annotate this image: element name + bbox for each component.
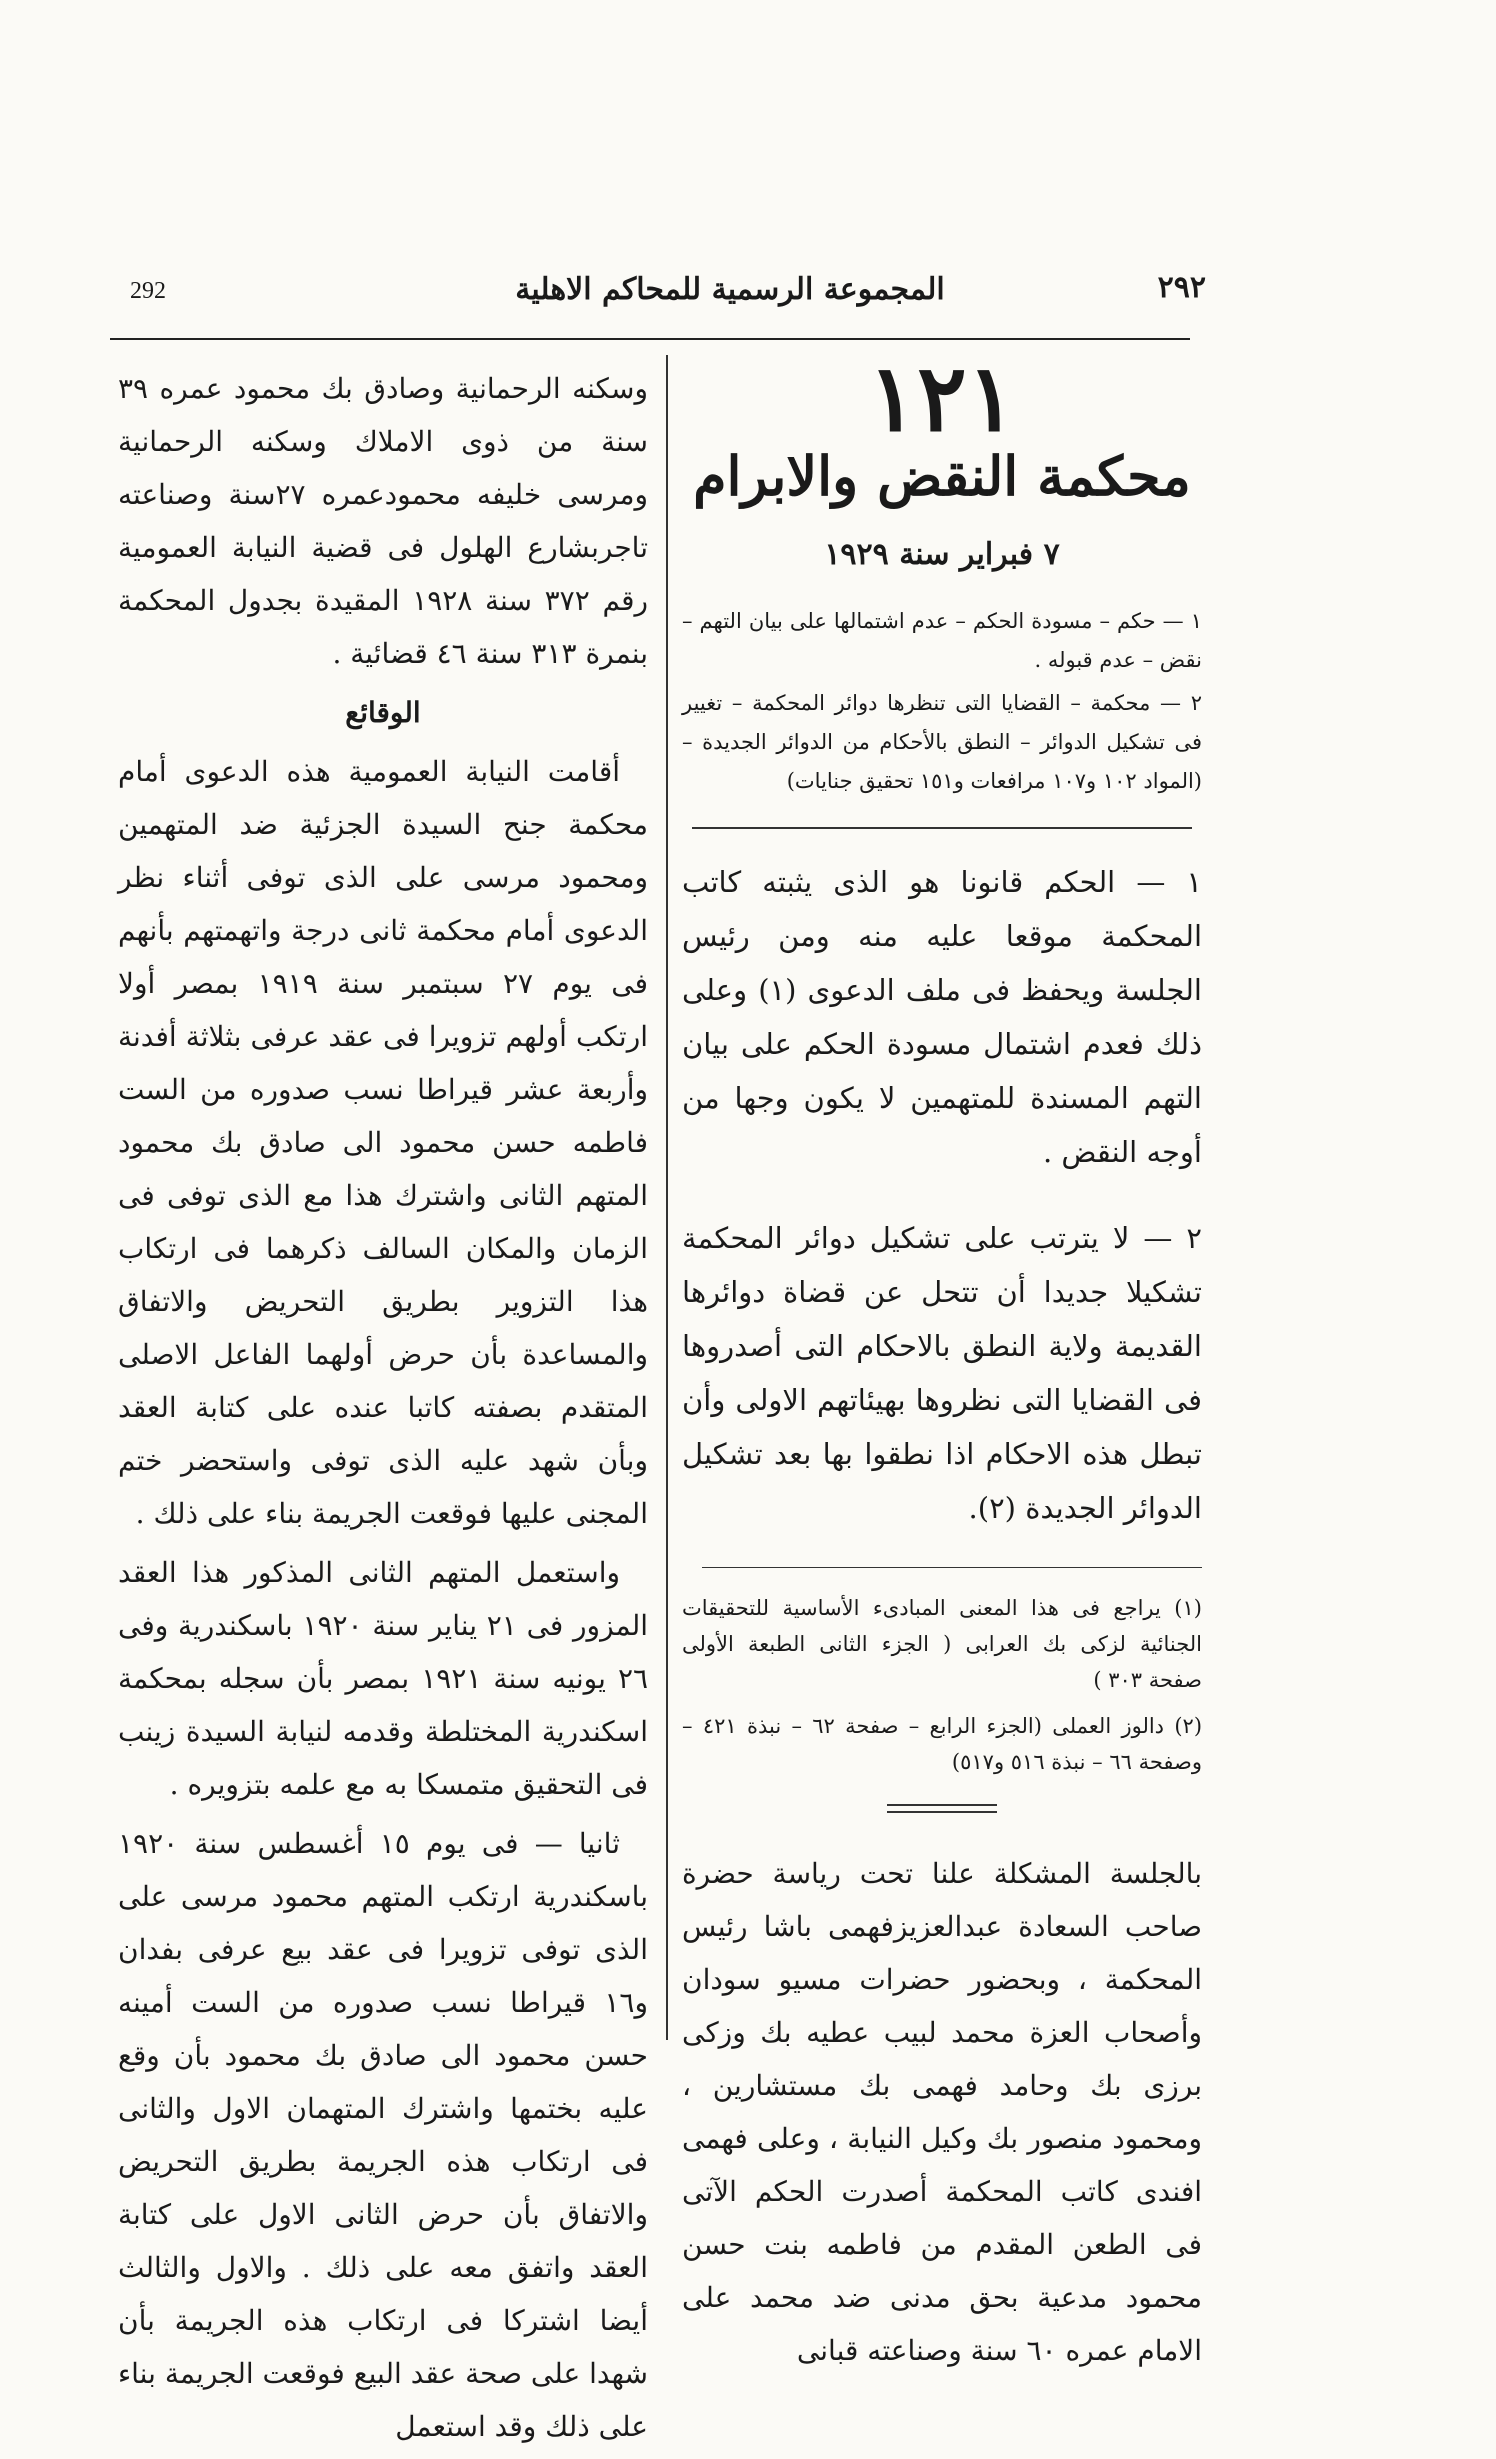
footnotes <box>682 1590 1202 1780</box>
facts-paragraph: واستعمل المتهم الثانى المذكور هذا العقد المزور فى ٢١ يناير سنة ١٩٢٠ باسكندرية وفى ٢٦ يونيه سنة ١٩٢١ بمصر بأن سجله بمحكمة اسكندرية المختلطة وقدمه لنيابة السيدة زينب فى التحقيق متمسكا به مع علمه بتزويره . <box>118 1556 649 1801</box>
parties-paragraph: وسكنه الرحمانية وصادق بك محمود عمره ٣٩ سنة من ذوى الاملاك وسكنه الرحمانية ومرسى خليفه محمودعمره ٢٧سنة وصناعته تاجربشارع الهلول فى قضية النيابة العمومية رقم ٣٧٢ سنة ١٩٢٨ المقيدة بجدول المحكمة بنمرة ٣١٣ سنة ٤٦ قضائية . <box>118 372 648 670</box>
footnote-item: (٢) دالوز العملى (الجزء الرابع – صفحة ٦٢ – نبذة ٤٢١ – وصفحة ٦٦ – نبذة ٥١٦ و٥١٧) <box>682 1713 1203 1774</box>
court-name: محكمة النقض والابرام <box>693 444 1191 508</box>
page-number-arabic: ٢٩٢ <box>1157 270 1206 305</box>
facts-heading: الوقائع <box>345 696 421 729</box>
section-double-rule <box>887 1804 997 1813</box>
summary-item: ٢ — محكمة – القضايا التى تنظرها دوائر المحكمة – تغيير فى تشكيل الدوائر – النطق بالأحكام من الدوائر الجديدة – (المواد ١٠٢ و١٠٧ مرافعات و١٥١ تحقيق جنايات) <box>682 690 1202 793</box>
principle-item: ١ — الحكم قانونا هو الذى يثبته كاتب المحكمة موقعا عليه منه ومن رئيس الجلسة ويحفظ فى ملف الدعوى (١) وعلى ذلك فعدم اشتمال مسودة الحكم على بيان التهم المسندة للمتهمين لا يكون وجها من أوجه النقض . <box>682 864 1202 1169</box>
ruling-date: ٧ فبراير سنة ١٩٢٩ <box>824 536 1060 572</box>
session-paragraph: بالجلسة المشكلة علنا تحت رياسة حضرة صاحب السعادة عبدالعزيزفهمى باشا رئيس المحكمة ، وبحضور حضرات مسيو سودان وأصحاب العزة محمد لبيب عطيه بك وزكى برزى بك وحامد فهمى بك مستشارين ، ومحمود منصور بك وكيل النيابة ، وعلى فهمى افندى كاتب المحكمة أصدرت الحكم الآتى فى الطعن المقدم من فاطمه بنت حسن محمود مدعية بحق مدنى ضد محمد على الامام عمره ٦٠ سنة وصناعته قبانى <box>682 1856 1202 2367</box>
summary-separator <box>692 827 1192 829</box>
case-number: ١٢١ <box>867 344 1017 452</box>
summary-item: ١ — حكم – مسودة الحكم – عدم اشتمالها على بيان التهم – نقض – عدم قبوله . <box>682 608 1202 672</box>
page-number-latin: 292 <box>130 278 166 304</box>
facts-paragraph: ثانيا — فى يوم ١٥ أغسطس سنة ١٩٢٠ باسكندرية ارتكب المتهم محمود مرسى على الذى توفى تزويرا فى عقد بيع عرفى بفدان و١٦ قيراطا نسب صدوره من الست أمينه حسن محمود الى صادق بك محمود بأن وقع عليه بختمها واشترك المتهمان الاول والثانى فى ارتكاب هذه الجريمة بطريق التحريض والاتفاق بأن حرض الثانى الاول على كتابة العقد واتفق معه على ذلك . والاول والثالث أيضا اشتركا فى ارتكاب هذه الجريمة بأن شهدا على صحة عقد البيع فوقعت الجريمة بناء على ذلك وقد استعمل <box>117 1827 648 2443</box>
facts-paragraph: أقامت النيابة العمومية هذه الدعوى أمام محكمة جنح السيدة الجزئية ضد المتهمين ومحمود مرسى على الذى توفى أثناء نظر الدعوى أمام محكمة ثانى درجة واتهمتهم بأنهم فى يوم ٢٧ سبتمبر سنة ١٩١٩ بمصر أولا ارتكب أولهم تزويرا فى عقد عرفى بثلاثة أفدنة وأربعة عشر قيراطا نسب صدوره من الست فاطمه حسن محمود الى صادق بك محمود المتهم الثانى واشترك هذا مع الذى توفى فى الزمان والمكان السالف ذكرهما فى ارتكاب هذا التزوير بطريق التحريض والاتفاق والمساعدة بأن حرض أولهما الفاعل الاصلى المتقدم بصفته كاتبا عنده على كتابة العقد وبأن شهد عليه الذى توفى واستحضر ختم المجنى عليها فوقعت الجريمة بناء على ذلك . <box>118 755 648 1530</box>
legal-principles <box>682 855 1202 1535</box>
left-column <box>118 362 648 2459</box>
case-summary <box>682 602 1202 801</box>
right-column <box>682 344 1203 2377</box>
footnote-item: (١) يراجع فى هذا المعنى المبادىء الأساسية للتحقيقات الجنائية لزكى بك العرابى ( الجزء الثانى الطبعة الأولى صفحة ٣٠٣ ) <box>682 1595 1202 1692</box>
page-header-title: المجموعة الرسمية للمحاكم الاهلية <box>515 272 945 307</box>
header-rule <box>110 338 1190 340</box>
footnote-rule <box>702 1567 1202 1568</box>
principle-item: ٢ — لا يترتب على تشكيل دوائر المحكمة تشكيلا جديدا أن تتحل عن قضاة دوائرها القديمة ولاية النطق بالاحكام التى أصدروها فى القضايا التى نظروها بهيئاتهم الاولى وأن تبطل هذه الاحكام اذا نطقوا بها بعد تشكيل الدوائر الجديدة (٢). <box>682 1220 1202 1525</box>
column-divider <box>666 355 668 2040</box>
